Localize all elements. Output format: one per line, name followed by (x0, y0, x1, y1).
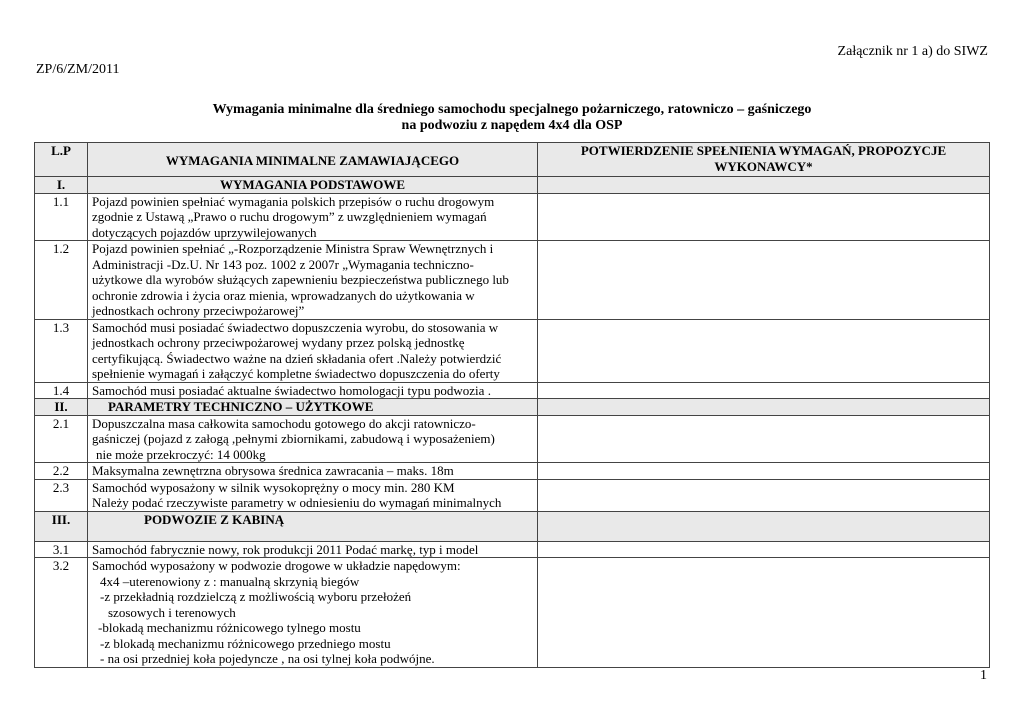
requirement-line: gaśniczej (pojazd z załogą ,pełnymi zbiornikami, zabudową i wyposażeniem) (92, 431, 495, 446)
section-title: PARAMETRY TECHNICZNO – UŻYTKOWE (88, 399, 538, 416)
requirement-text (88, 193, 538, 241)
confirmation-cell (538, 399, 990, 416)
requirement-line: Pojazd powinien spełniać wymagania polskich przepisów o ruchu drogowym (92, 193, 495, 209)
requirement-line: zgodnie z Ustawą „Prawo o ruchu drogowym” z uwzględnieniem wymagań (92, 209, 487, 224)
confirmation-cell (538, 177, 990, 194)
requirement-text (88, 241, 538, 320)
table-row (35, 382, 990, 399)
requirement-text (88, 558, 538, 668)
requirement-line: spełnienie wymagań i załączyć kompletne świadectwo dopuszczenia do oferty (92, 366, 500, 381)
section-row-2 (35, 399, 990, 416)
table-header-row (35, 143, 990, 177)
requirement-line: Samochód wyposażony w podwozie drogowe w układzie napędowym: (92, 558, 461, 573)
requirement-line: certyfikującą. Świadectwo ważne na dzień składania ofert .Należy potwierdzić (92, 350, 502, 366)
requirement-text (88, 479, 538, 511)
requirement-text (88, 541, 538, 558)
section-number: III. (35, 511, 88, 541)
confirmation-cell (538, 382, 990, 399)
requirement-line: szosowych i terenowych (108, 604, 236, 620)
requirement-line: - na osi przedniej koła pojedyncze , na osi tylnej koła podwójne. (100, 651, 435, 666)
requirement-line: Administracji -Dz.U. Nr 143 poz. 1002 z 2007r „Wymagania techniczno- (92, 256, 474, 272)
confirmation-cell (538, 541, 990, 558)
confirmation-cell (538, 479, 990, 511)
table-row (35, 463, 990, 480)
page-number: 1 (980, 668, 987, 683)
section-title: WYMAGANIA PODSTAWOWE (88, 177, 538, 194)
confirmation-cell (538, 511, 990, 541)
confirmation-cell (538, 463, 990, 480)
section-number: II. (35, 399, 88, 416)
table-row (35, 558, 990, 668)
column-header-confirmation: POTWIERDZENIE SPEŁNIENIA WYMAGAŃ, PROPOZYCJE WYKONAWCY* (538, 143, 990, 177)
row-number: 1.1 (35, 193, 88, 241)
requirement-line: jednostkach ochrony przeciwpożarowej” (92, 303, 305, 318)
table-row (35, 541, 990, 558)
requirement-line: 4x4 –uterenowiony z : manualną skrzynią biegów (100, 573, 360, 589)
row-number: 3.1 (35, 541, 88, 558)
section-title: PODWOZIE Z KABINĄ (88, 511, 538, 541)
requirement-line: Pojazd powinien spełniać „-Rozporządzenie Ministra Spraw Wewnętrznych i (92, 241, 494, 256)
requirement-line: Samochód musi posiadać świadectwo dopuszczenia wyrobu, do stosowania w (92, 319, 499, 335)
row-number: 3.2 (35, 558, 88, 668)
row-number: 2.3 (35, 479, 88, 511)
requirement-text (88, 415, 538, 463)
requirement-line: użytkowe dla wyrobów służących zapewnieniu bezpieczeństwa publicznego lub (92, 272, 509, 287)
row-number: 1.2 (35, 241, 88, 320)
table-row (35, 319, 990, 382)
row-number: 2.2 (35, 463, 88, 480)
confirmation-cell (538, 319, 990, 382)
requirement-text (88, 319, 538, 382)
requirement-line: Maksymalna zewnętrzna obrysowa średnica zawracania – maks. 18m (92, 463, 454, 478)
section-row-3 (35, 511, 990, 541)
requirement-line: Należy podać rzeczywiste parametry w odniesieniu do wymagań minimalnych (92, 495, 502, 510)
confirmation-cell (538, 558, 990, 668)
confirmation-cell (538, 241, 990, 320)
table-row (35, 193, 990, 241)
requirement-line: ochronie zdrowia i życia oraz mienia, wprowadzanych do użytkowania w (92, 287, 475, 303)
requirement-line: Samochód musi posiadać aktualne świadectwo homologacji typu podwozia . (92, 382, 491, 398)
column-header-lp: L.P (35, 143, 88, 177)
requirement-line: nie może przekroczyć: 14 000kg (96, 446, 266, 462)
requirement-line: -blokadą mechanizmu różnicowego tylnego mostu (98, 620, 361, 635)
requirement-line: -z przekładnią rozdzielczą z możliwością wyboru przełożeń (100, 589, 412, 604)
requirement-line: dotyczących pojazdów uprzywilejowanych (92, 224, 317, 240)
requirement-text (88, 463, 538, 480)
requirement-line: Samochód wyposażony w silnik wysokoprężny o mocy min. 280 KM (92, 479, 455, 495)
document-title (0, 102, 1024, 134)
row-number: 1.4 (35, 382, 88, 399)
section-number: I. (35, 177, 88, 194)
table-row (35, 415, 990, 463)
table-row (35, 479, 990, 511)
reference-number: ZP/6/ZM/2011 (36, 62, 120, 77)
column-header-requirements: WYMAGANIA MINIMALNE ZAMAWIAJĄCEGO (88, 143, 538, 177)
requirement-line: jednostkach ochrony przeciwpożarowej wydany przez polską jednostkę (92, 335, 465, 350)
row-number: 2.1 (35, 415, 88, 463)
requirement-line: Samochód fabrycznie nowy, rok produkcji 2011 Podać markę, typ i model (92, 541, 479, 557)
section-row-1 (35, 177, 990, 194)
title-line-1: Wymagania minimalne dla średniego samochodu specjalnego pożarniczego, ratowniczo – gaśniczego (212, 102, 812, 117)
table-row (35, 241, 990, 320)
confirmation-cell (538, 415, 990, 463)
requirement-text (88, 382, 538, 399)
row-number: 1.3 (35, 319, 88, 382)
title-line-2: na podwoziu z napędem 4x4 dla OSP (401, 118, 623, 133)
requirement-line: -z blokadą mechanizmu różnicowego przedniego mostu (100, 635, 391, 651)
requirements-table (34, 142, 990, 668)
attachment-label: Załącznik nr 1 a) do SIWZ (837, 44, 988, 59)
requirement-line: Dopuszczalna masa całkowita samochodu gotowego do akcji ratowniczo- (92, 415, 476, 431)
confirmation-cell (538, 193, 990, 241)
